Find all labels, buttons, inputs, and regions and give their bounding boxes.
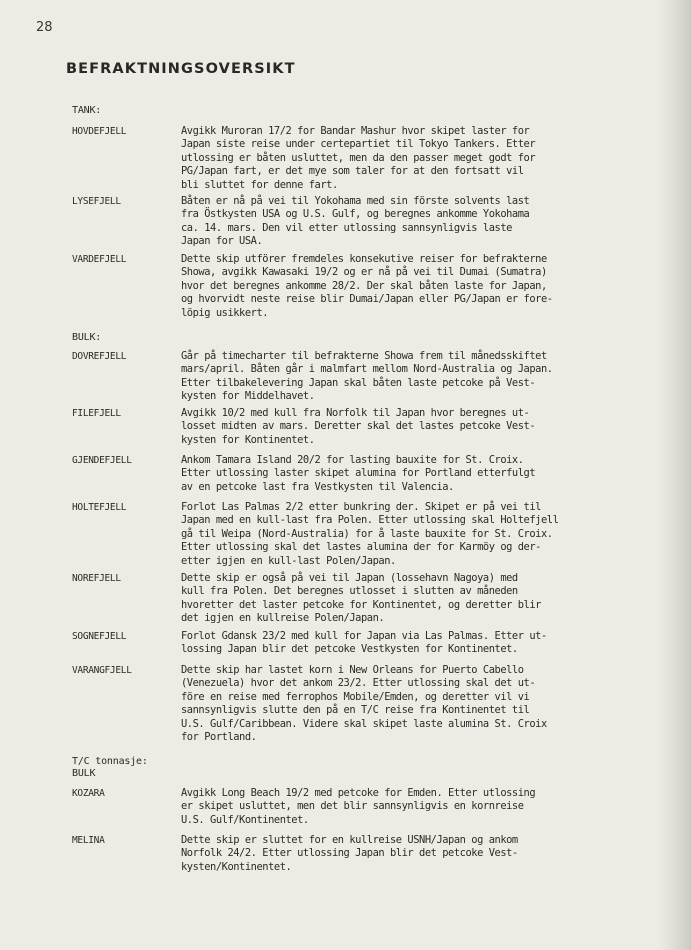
ship-name: NOREFJELL	[72, 573, 121, 584]
ship-status-text: Avgikk Long Beach 19/2 med petcoke for Emden. Etter utlossing er skipet usluttet, men det blir sannsynligvis en kornreise U.S. Gulf/Kontinentet.	[181, 787, 536, 826]
page-title: BEFRAKTNINGSOVERSIKT	[66, 61, 296, 77]
ship-status-text: Dette skip er også på vei til Japan (lossehavn Nagoya) med kull fra Polen. Det beregnes utlosset i slutten av måneden hvoretter det laster petcoke for Kontinentet, og deretter blir det igjen en kullreise Polen/Japan.	[181, 572, 541, 625]
ship-name: HOLTEFJELL	[72, 502, 127, 513]
page-number: 28	[36, 20, 53, 35]
ship-status-text: Avgikk 10/2 med kull fra Norfolk til Japan hvor beregnes ut- losset midten av mars. Deretter skal det lastes petcoke Vest- kysten for Kontinentet.	[181, 407, 536, 446]
ship-status-text: Forlot Gdansk 23/2 med kull for Japan via Las Palmas. Etter ut- lossing Japan blir det petcoke Vestkysten for Kontinentet.	[181, 630, 547, 656]
page-edge-shadow	[657, 0, 691, 950]
ship-status-text: Forlot Las Palmas 2/2 etter bunkring der. Skipet er på vei til Japan med en kull-last fra Polen. Etter utlossing skal Holtefjell gå til Weipa (Nord-Australia) for å laste bauxite for St. Croix. Etter utlossing skal det lastes alumina der for Karmöy og der- etter igjen en kull-last Polen/Japan.	[181, 501, 559, 567]
section-label-tank: TANK:	[72, 105, 102, 116]
ship-name: GJENDEFJELL	[72, 455, 132, 466]
ship-status-text: Går på timecharter til befrakterne Showa frem til månedsskiftet mars/april. Båten går i malmfart mellom Nord-Australia og Japan. Etter tilbakelevering Japan skal båten laste petcoke på Vest- kysten for Middelhavet.	[181, 350, 553, 403]
ship-status-text: Avgikk Muroran 17/2 for Bandar Mashur hvor skipet laster for Japan siste reise under certepartiet til Tokyo Tankers. Etter utlossing er båten usluttet, men da den passer meget godt for PG/Japan fart, er det mye som taler for at den fortsatt vil bli sluttet for denne fart.	[181, 125, 536, 191]
ship-name: FILEFJELL	[72, 408, 121, 419]
section-label-bulk: BULK:	[72, 332, 102, 343]
section-sublabel-bulk: BULK	[72, 768, 96, 779]
ship-status-text: Dette skip utförer fremdeles konsekutive reiser for befrakterne Showa, avgikk Kawasaki 19/2 og er nå på vei til Dumai (Sumatra) hvor det beregnes ankomme 28/2. Der skal båten laste for Japan, og hvorvidt neste reise blir Dumai/Japan eller PG/Japan er fore- löpig usikkert.	[181, 253, 553, 319]
ship-status-text: Dette skip har lastet korn i New Orleans for Puerto Cabello (Venezuela) hvor det ankom 23/2. Etter utlossing skal det ut- före en reise med ferrophos Mobile/Emden, og deretter vil vi sannsynligvis slutte den på en T/C reise fra Kontinentet til U.S. Gulf/Caribbean. Videre skal skipet laste alumina St. Croix for Portland.	[181, 664, 547, 744]
ship-name: DOVREFJELL	[72, 351, 127, 362]
ship-status-text: Ankom Tamara Island 20/2 for lasting bauxite for St. Croix. Etter utlossing laster skipet alumina for Portland etterfulgt av en petcoke last fra Vestkysten til Valencia.	[181, 454, 536, 493]
ship-status-text: Båten er nå på vei til Yokohama med sin förste solvents last fra Östkysten USA og U.S. Gulf, og beregnes ankomme Yokohama ca. 14. mars. Den vil etter utlossing sannsynligvis laste Japan for USA.	[181, 195, 530, 248]
ship-name: LYSEFJELL	[72, 196, 121, 207]
ship-name: SOGNEFJELL	[72, 631, 127, 642]
ship-status-text: Dette skip er sluttet for en kullreise USNH/Japan og ankom Norfolk 24/2. Etter utlossing Japan blir det petcoke Vest- kysten/Kontinentet.	[181, 834, 518, 873]
ship-name: HOVDEFJELL	[72, 126, 127, 137]
ship-name: KOZARA	[72, 788, 105, 799]
section-label-tc-tonnage: T/C tonnasje:	[72, 756, 148, 767]
ship-name: MELINA	[72, 835, 105, 846]
ship-name: VARDEFJELL	[72, 254, 127, 265]
ship-name: VARANGFJELL	[72, 665, 132, 676]
